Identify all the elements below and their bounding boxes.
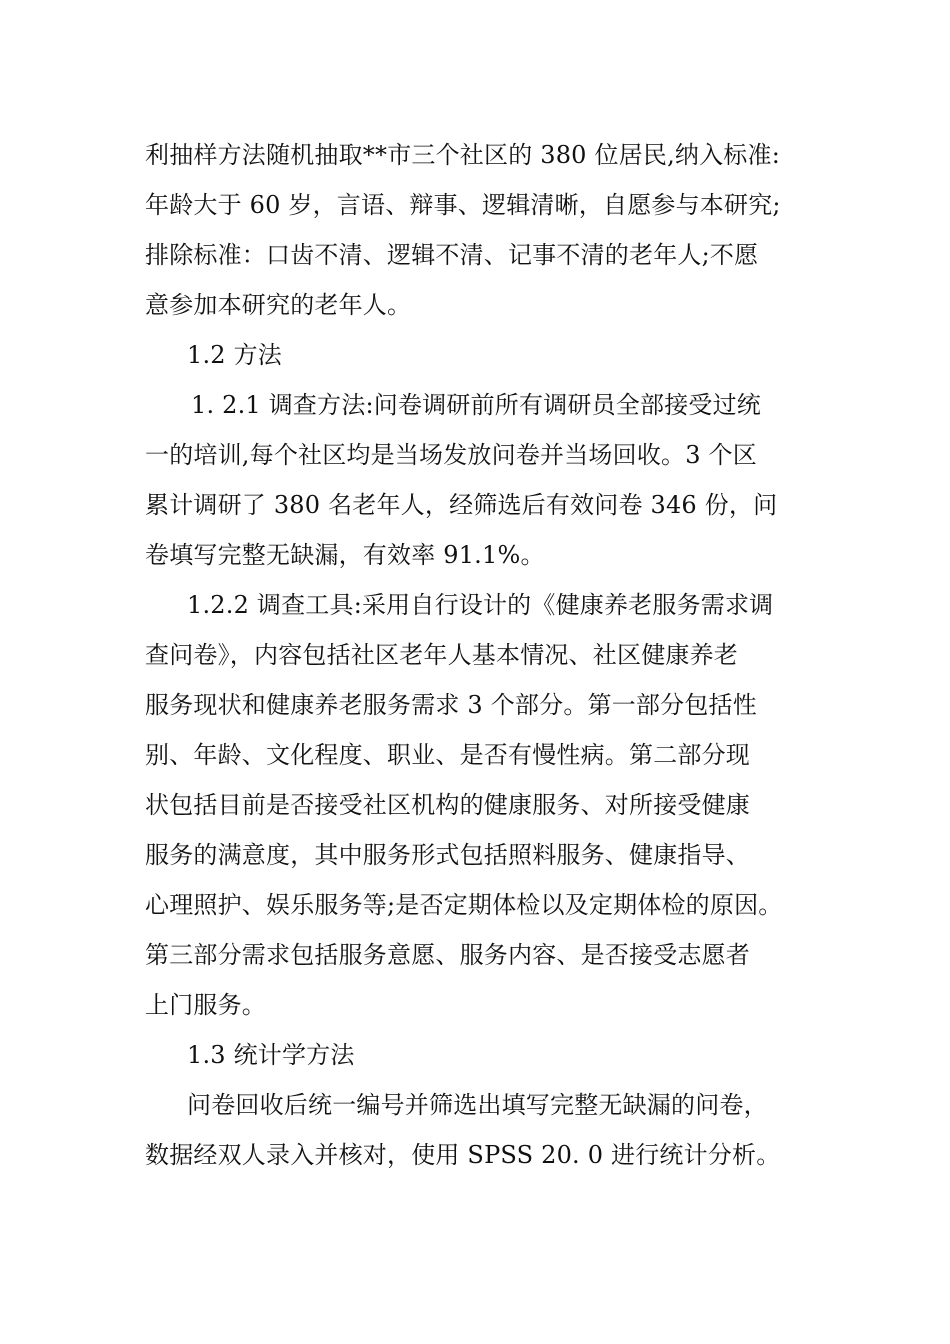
text-line: 卷填写完整无缺漏，有效率 91.1%。 bbox=[145, 541, 545, 569]
text-line: 服务现状和健康养老服务需求 3 个部分。第一部分包括性 bbox=[145, 691, 757, 719]
text-line: 一的培训,每个社区均是当场发放问卷并当场回收。3 个区 bbox=[145, 441, 757, 469]
text-line: 上门服务。 bbox=[145, 991, 266, 1019]
section-heading: 1.3 统计学方法 bbox=[187, 1041, 355, 1069]
text-line: 1. 2.1 调查方法:问卷调研前所有调研员全部接受过统 bbox=[191, 391, 762, 419]
text-line: 利抽样方法随机抽取**市三个社区的 380 位居民,纳入标准: bbox=[145, 141, 780, 169]
text-line: 服务的满意度，其中服务形式包括照料服务、健康指导、 bbox=[145, 841, 750, 869]
text-line: 查问卷》，内容包括社区老年人基本情况、社区健康养老 bbox=[145, 641, 738, 669]
text-line: 累计调研了 380 名老年人，经筛选后有效问卷 346 份，问 bbox=[145, 491, 778, 519]
text-line: 心理照护、娱乐服务等;是否定期体检以及定期体检的原因。 bbox=[145, 891, 783, 919]
text-line: 排除标准：口齿不清、逻辑不清、记事不清的老年人;不愿 bbox=[145, 241, 759, 269]
section-heading: 1.2 方法 bbox=[187, 341, 282, 369]
text-line: 1.2.2 调查工具:采用自行设计的《健康养老服务需求调 bbox=[187, 591, 774, 619]
text-line: 别、年龄、文化程度、职业、是否有慢性病。第二部分现 bbox=[145, 741, 750, 769]
text-line: 数据经双人录入并核对，使用 SPSS 20. 0 进行统计分析。 bbox=[145, 1141, 781, 1169]
text-line: 第三部分需求包括服务意愿、服务内容、是否接受志愿者 bbox=[145, 941, 750, 969]
text-line: 年龄大于 60 岁，言语、辩事、逻辑清晰，自愿参与本研究; bbox=[145, 191, 781, 219]
document-body bbox=[145, 130, 815, 1180]
text-line: 意参加本研究的老年人。 bbox=[145, 291, 412, 319]
text-line: 状包括目前是否接受社区机构的健康服务、对所接受健康 bbox=[145, 791, 750, 819]
text-line: 问卷回收后统一编号并筛选出填写完整无缺漏的问卷， bbox=[187, 1091, 768, 1119]
